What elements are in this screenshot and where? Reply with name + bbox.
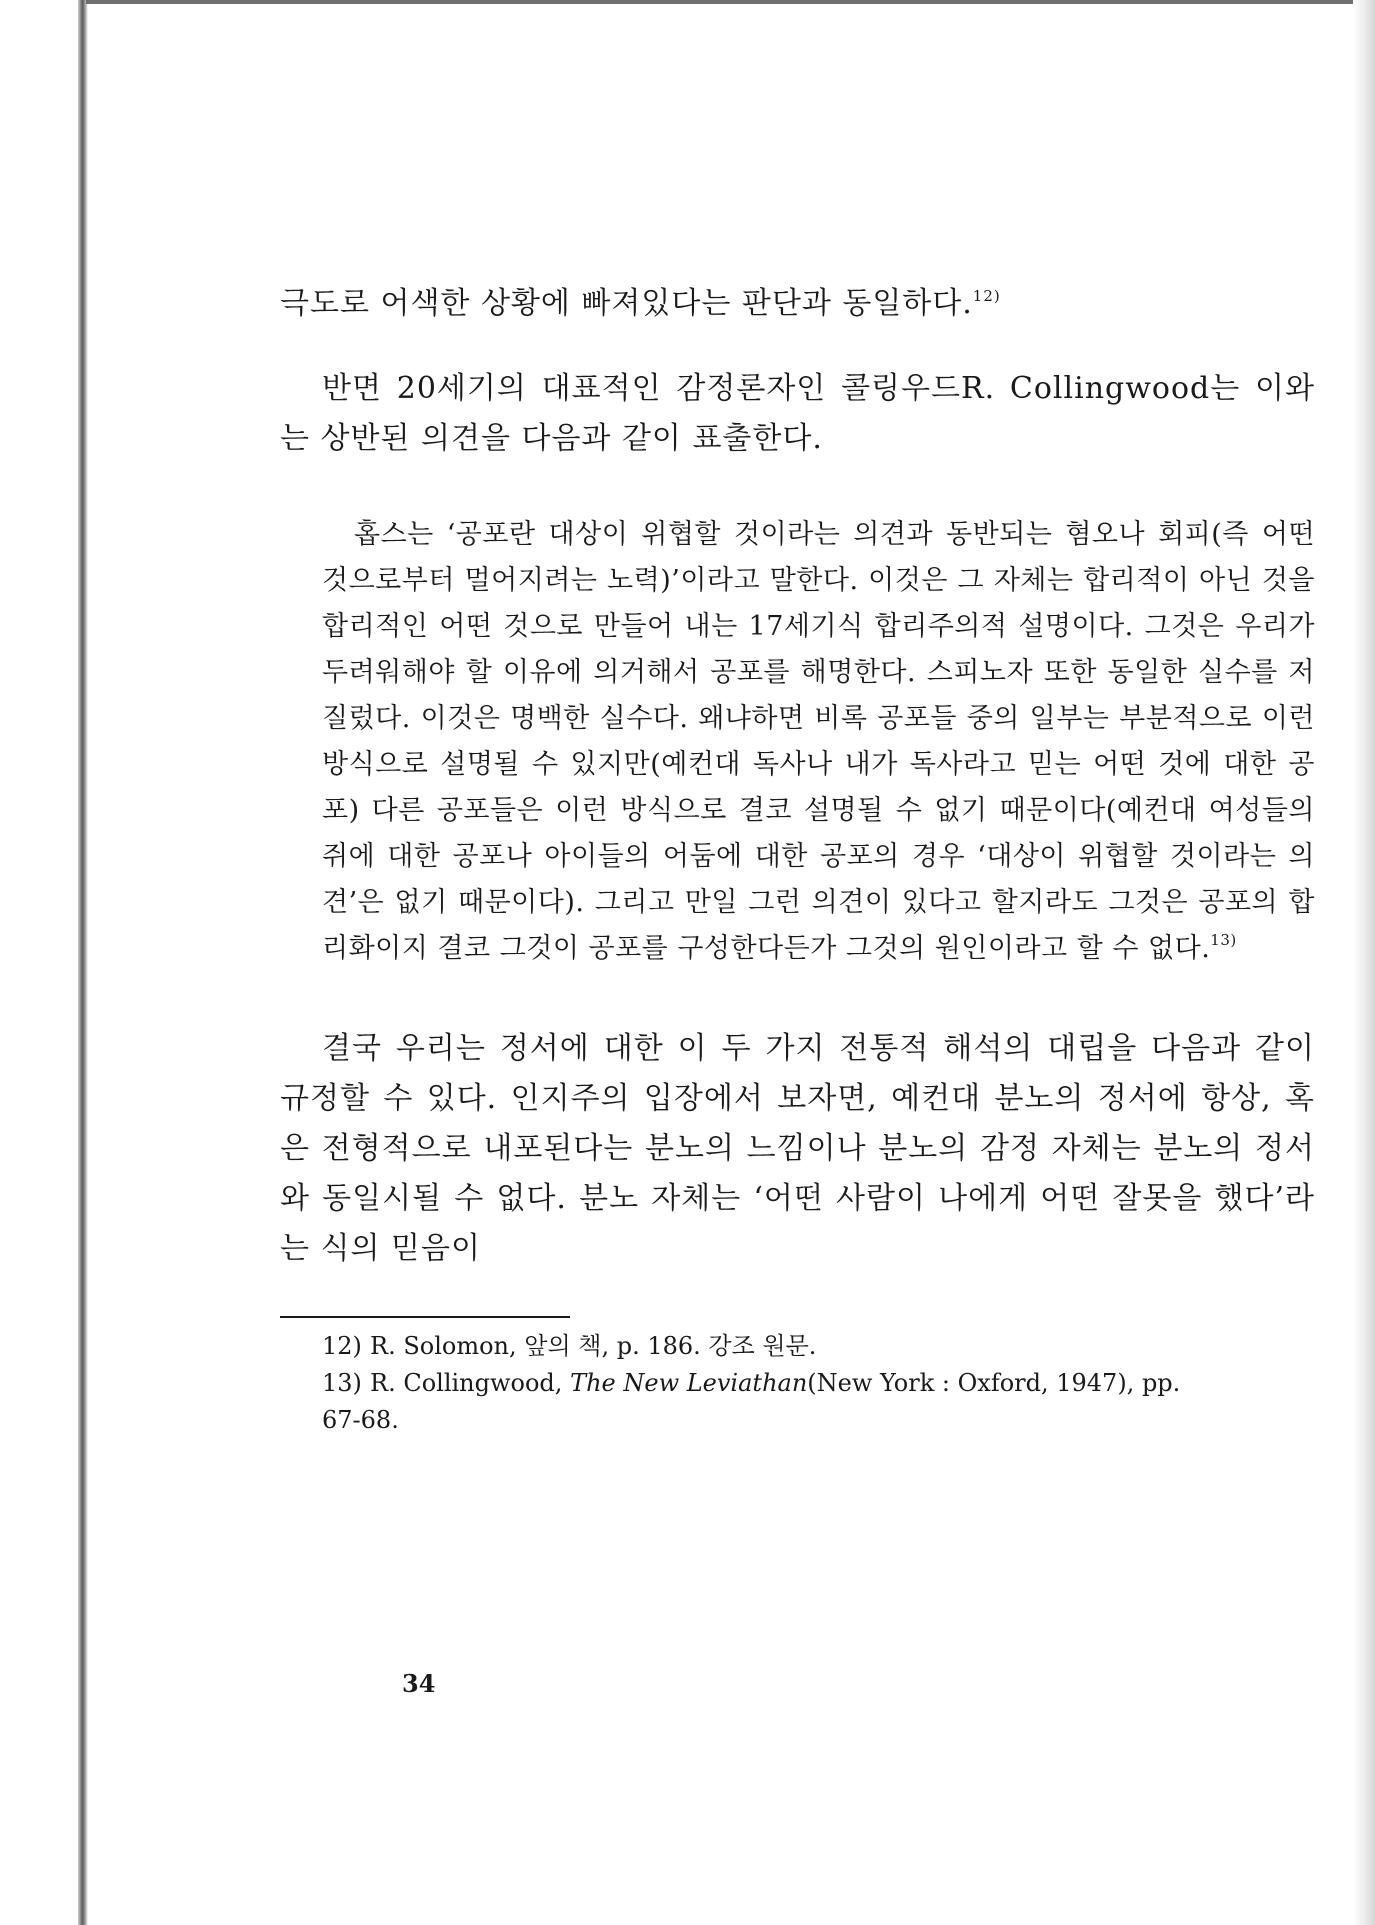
- block-quote: [280, 512, 1315, 972]
- footnote-ref-12: 12): [972, 287, 1001, 305]
- footnote-book-title: The New Leviathan: [570, 1369, 808, 1397]
- footnote-13-continuation: [322, 1402, 1315, 1439]
- page-number: 34: [402, 1669, 436, 1698]
- book-page: [90, 4, 1353, 1925]
- block-quote-text: 홉스는 ‘공포란 대상이 위협할 것이라는 의견과 동반되는 혐오나 회피(즉 어떤 것으로부터 멀어지려는 노력)’이라고 말한다. 이것은 그 자체는 합리적이 아닌 것을 합리적인 어떤 것으로 만들어 내는 17세기식 합리주의적 설명이다. 그것은 우리가 두려워해야 할 이유에 의거해서 공포를 해명한다. 스피노자 또한 동일한 실수를 저질렀다. 이것은 명백한 실수다. 왜냐하면 비록 공포들 중의 일부는 부분적으로 이런 방식으로 설명될 수 있지만(예컨대 독사나 내가 독사라고 믿는 어떤 것에 대한 공포) 다른 공포들은 이런 방식으로 결코 설명될 수 없기 때문이다(예컨대 여성들의 쥐에 대한 공포나 아이들의 어둠에 대한 공포의 경우 ‘대상이 위협할 것이라는 의견’은 없기 때문이다). 그리고 만일 그런 의견이 있다고 할지라도 그것은 공포의 합리화이지 결코 그것이 공포를 구성한다든가 그것의 원인이라고 할 수 없다.: [322, 519, 1315, 964]
- footnote-author: R. Collingwood,: [370, 1369, 571, 1397]
- footnote-number: 12): [322, 1332, 362, 1360]
- footnote-pages: 67-68.: [322, 1406, 399, 1434]
- footnote-12: [322, 1328, 1315, 1365]
- book-spine-shadow: [78, 0, 88, 1925]
- paragraph-1-text: 극도로 어색한 상황에 빠져있다는 판단과 동일하다.: [280, 286, 973, 321]
- footnote-text: R. Solomon, 앞의 책, p. 186. 강조 원문.: [370, 1332, 817, 1360]
- paragraph-3-text: 결국 우리는 정서에 대한 이 두 가지 전통적 해석의 대립을 다음과 같이 규정할 수 있다. 인지주의 입장에서 보자면, 예컨대 분노의 정서에 항상, 혹은 전형적으로 내포된다는 분노의 느낌이나 분노의 감정 자체는 분노의 정서와 동일시될 수 없다. 분노 자체는 ‘어떤 사람이 나에게 어떤 잘못을 했다’라는 식의 믿음이: [280, 1031, 1315, 1266]
- footnote-number: 13): [322, 1369, 362, 1397]
- footnotes: [280, 1328, 1315, 1439]
- footnote-publication: (New York : Oxford, 1947), pp.: [807, 1369, 1181, 1397]
- paragraph-3: [280, 1024, 1315, 1274]
- paragraph-2-text: 반면 20세기의 대표적인 감정론자인 콜링우드R. Collingwood는 이와는 상반된 의견을 다음과 같이 표출한다.: [280, 371, 1315, 456]
- paragraph-1: [280, 279, 1315, 329]
- paragraph-2: [280, 364, 1315, 464]
- footnote-13: [322, 1365, 1315, 1402]
- footnote-divider: [280, 1316, 570, 1318]
- footnote-ref-13: 13): [1210, 931, 1237, 949]
- page-content: [280, 279, 1315, 1439]
- page-right-edge: [1353, 0, 1375, 1925]
